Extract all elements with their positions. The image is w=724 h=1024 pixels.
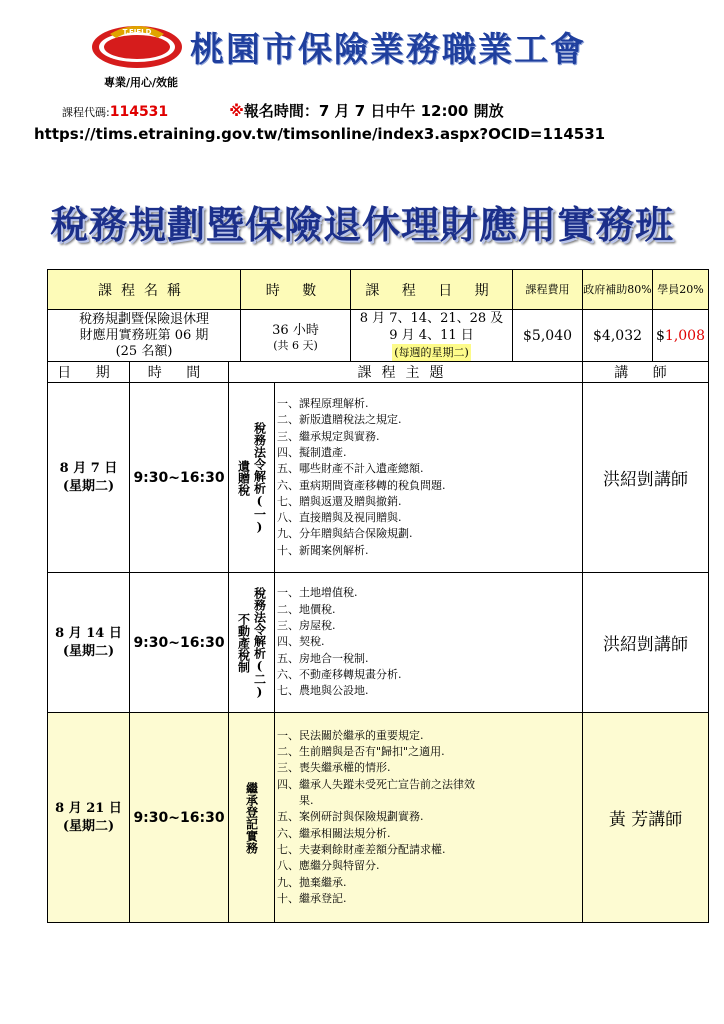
list-item: 五、房地合一稅制.	[277, 651, 369, 665]
course-quota: (25 名額)	[115, 343, 173, 359]
student-fee-cell	[653, 310, 709, 362]
session-row	[48, 713, 709, 923]
list-item: 七、農地與公設地.	[277, 684, 369, 698]
list-item: 四、契稅.	[277, 635, 325, 649]
list-item: 五、案例研討與保險規劃實務.	[277, 810, 424, 824]
list-item: 二、地價稅.	[277, 602, 336, 616]
header-hours: 時 數	[241, 270, 351, 310]
header-course-name: 課程名稱	[48, 270, 241, 310]
session-time: 9:30~16:30	[130, 573, 229, 713]
session-time: 9:30~16:30	[130, 383, 229, 573]
session-row	[48, 573, 709, 713]
session-date: 8 月 14 日	[55, 625, 122, 641]
session-topic-main: 繼承登記實務	[244, 781, 259, 854]
session-items	[275, 383, 583, 573]
course-name-line1: 稅務規劃暨保險退休理	[78, 311, 209, 327]
session-date: 8 月 21 日	[55, 800, 122, 816]
session-items	[275, 573, 583, 713]
list-item: 三、房屋稅.	[277, 619, 336, 633]
course-info-row	[48, 310, 709, 362]
course-name-line2: 財應用實務班第 06 期	[79, 327, 209, 343]
list-item: 十、繼承登記.	[277, 891, 347, 905]
registration-url[interactable]: https://tims.etraining.gov.tw/timsonline/index3.aspx?OCID=114531	[34, 125, 606, 143]
session-date: 8 月 7 日	[59, 460, 118, 476]
list-item: 三、繼承規定與實務.	[277, 429, 380, 443]
list-item: 九、分年贈與結合保險規劃.	[277, 527, 413, 541]
list-item: 九、拋棄繼承.	[277, 875, 347, 889]
logo-text: T.FIELD	[122, 28, 152, 36]
union-logo-icon	[88, 20, 186, 70]
col-date: 日 期	[48, 362, 130, 383]
session-weekday: (星期二)	[62, 643, 115, 659]
list-item: 四、擬制遺產.	[277, 445, 347, 459]
session-row	[48, 383, 709, 573]
list-item: 八、直接贈與及視同贈與.	[277, 511, 402, 525]
list-item: 七、贈與返還及贈與撤銷.	[277, 494, 402, 508]
list-item: 一、民法關於繼承的重要規定.	[277, 728, 424, 742]
col-topic: 課程主題	[229, 362, 583, 383]
student-fee-symbol: $	[656, 327, 665, 344]
list-item: 八、應繼分與特留分.	[277, 859, 380, 873]
course-code: 114531	[109, 104, 169, 120]
header-dates: 課 程 日 期	[351, 270, 513, 310]
subsidy-value: $4,032	[583, 310, 653, 362]
session-date-cell	[48, 713, 130, 923]
list-item: 五、哪些財產不計入遺產總額.	[277, 462, 424, 476]
session-topic-sub: 不動產稅制	[236, 612, 251, 673]
header-fee: 課程費用	[513, 270, 583, 310]
dates-line1: 8 月 7、14、21、28 及	[359, 311, 504, 326]
session-weekday: (星期二)	[62, 818, 115, 834]
dates-line2: 9 月 4、11 日	[389, 328, 474, 343]
session-topic-cell	[229, 713, 275, 923]
table-header-row	[48, 270, 709, 310]
header-student: 學員20%	[653, 270, 709, 310]
registration-text: 報名時間：7 月 7 日中午 12:00 開放	[243, 102, 504, 120]
course-table	[47, 269, 709, 923]
session-lecturer: 洪紹剴講師	[583, 573, 709, 713]
course-name-cell	[48, 310, 241, 362]
list-item: 四、繼承人失蹤未受死亡宣告前之法律效	[277, 777, 475, 791]
session-lecturer: 黃 芳講師	[583, 713, 709, 923]
schedule-header-row	[48, 362, 709, 383]
registration-time	[229, 102, 503, 120]
reference-mark: ※	[229, 102, 244, 120]
session-time: 9:30~16:30	[130, 713, 229, 923]
org-name: 桃園市保險業務職業工會	[190, 30, 586, 70]
session-topic-main: 稅務法令解析(二)	[252, 586, 267, 699]
course-code-label: 課程代碼:	[62, 106, 110, 119]
fee-value: $5,040	[513, 310, 583, 362]
col-time: 時 間	[130, 362, 229, 383]
course-title: 稅務規劃暨保險退休理財應用實務班	[49, 202, 674, 247]
session-lecturer: 洪紹剴講師	[583, 383, 709, 573]
hours-cell	[241, 310, 351, 362]
list-item: 一、課程原理解析.	[277, 397, 369, 411]
weekday-note: (每週的星期二)	[394, 346, 469, 359]
list-item: 七、夫妻剩餘財產差額分配請求權.	[277, 842, 446, 856]
session-items	[275, 713, 583, 923]
list-item: 六、繼承相關法規分析.	[277, 826, 391, 840]
hours-value: 36 小時	[272, 322, 319, 338]
list-item: 一、土地增值稅.	[277, 586, 358, 600]
session-date-cell	[48, 573, 130, 713]
slogan: 專業/用心/效能	[104, 76, 179, 89]
session-date-cell	[48, 383, 130, 573]
list-item: 六、重病期間資產移轉的稅負問題.	[277, 478, 446, 492]
course-code-line	[62, 100, 504, 121]
session-topic-sub: 遺贈稅	[236, 459, 251, 496]
header-subsidy: 政府補助80%	[583, 270, 653, 310]
col-lecturer: 講 師	[583, 362, 709, 383]
session-topic-main: 稅務法令解析(一)	[252, 421, 267, 534]
session-topic-cell	[229, 573, 275, 713]
list-item: 三、喪失繼承權的情形.	[277, 761, 391, 775]
list-item: 二、生前贈與是否有"歸扣"之適用.	[277, 745, 445, 759]
hours-days: (共 6 天)	[273, 338, 318, 352]
session-topic-cell	[229, 383, 275, 573]
list-item: 十、新聞案例解析.	[277, 543, 369, 557]
session-weekday: (星期二)	[62, 478, 115, 494]
list-item: 二、新版遺贈稅法之規定.	[277, 413, 402, 427]
dates-cell	[351, 310, 513, 362]
list-item: 果.	[277, 794, 314, 808]
student-fee-value: 1,008	[664, 327, 706, 344]
list-item: 六、不動產移轉規畫分析.	[277, 667, 402, 681]
